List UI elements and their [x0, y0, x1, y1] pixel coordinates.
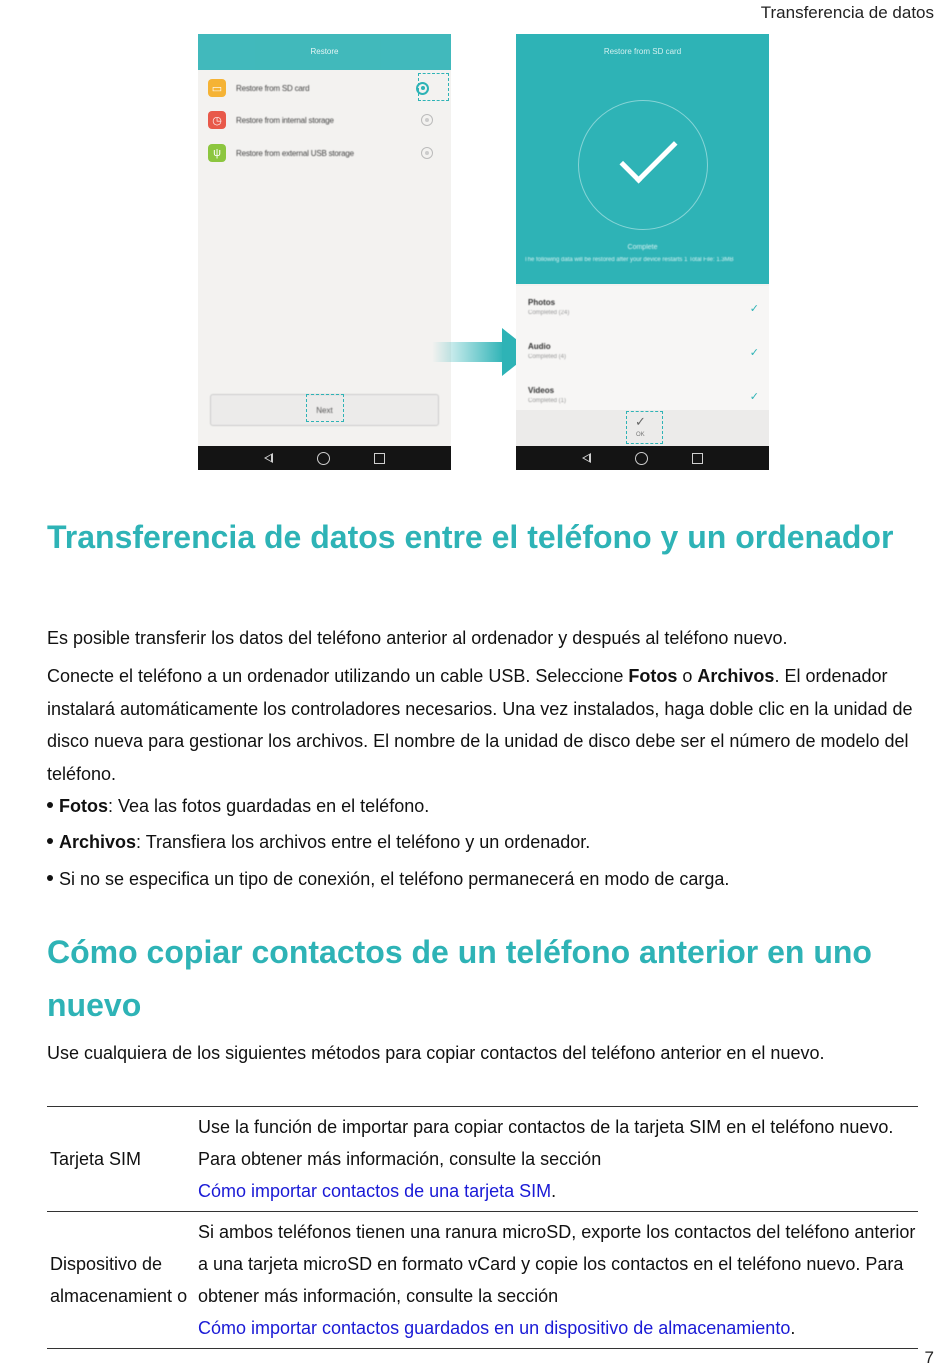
bullet-dot-icon	[47, 838, 53, 844]
paragraph-connect	[47, 660, 917, 790]
bold-term: Fotos	[59, 796, 108, 816]
ok-check-icon[interactable]: ✓	[635, 414, 646, 429]
link-import-storage[interactable]: Cómo importar contactos guardados en un dispositivo de almacenamiento	[198, 1318, 791, 1338]
ok-label[interactable]: OK	[636, 432, 645, 438]
transition-arrow-body	[432, 342, 504, 362]
result-subtitle: Completed (1)	[528, 398, 567, 404]
phone-screenshot-restore-complete	[516, 34, 769, 470]
result-title: Audio	[528, 342, 551, 351]
result-title: Photos	[528, 298, 556, 307]
complete-panel	[516, 34, 769, 284]
text-run: .	[790, 1318, 796, 1338]
complete-title: Complete	[627, 244, 658, 251]
complete-circle	[578, 100, 708, 230]
clock-icon: ◷	[208, 111, 226, 129]
bullet-text: Si no se especifica un tipo de conexión, el teléfono permanecerá en modo de carga.	[59, 869, 730, 889]
bold-term: Fotos	[628, 666, 678, 686]
home-icon[interactable]	[635, 452, 648, 465]
check-icon: ✓	[749, 391, 759, 403]
method-description	[198, 1107, 918, 1212]
android-navbar	[516, 446, 769, 470]
bullet-dot-icon	[47, 802, 53, 808]
bullet-item	[47, 863, 729, 895]
text-run: . El ordenador instalará automáticamente los controladores necesarios. Una vez instalados, haga doble clic en la unidad de disco nueva para gestionar los archivos. El nombre de la unidad de disco debe ser el número de modelo del teléfono.	[47, 666, 913, 784]
paragraph-intro: Es posible transferir los datos del teléfono anterior al ordenador y después al teléfono nuevo.	[47, 628, 788, 648]
bullet-text: : Vea las fotos guardadas en el teléfono.	[108, 796, 430, 816]
bold-term: Archivos	[59, 832, 137, 852]
option-label: Restore from SD card	[236, 83, 310, 93]
complete-description: The following data will be restored after your device restarts 1 Total File: 1.3MB	[524, 257, 734, 263]
bullet-item	[47, 790, 429, 822]
check-icon: ✓	[749, 303, 759, 315]
bullet-item	[47, 826, 590, 858]
paragraph-methods-intro: Use cualquiera de los siguientes métodos para copiar contactos del teléfono anterior en el nuevo.	[47, 1043, 825, 1063]
table-row	[47, 1107, 918, 1212]
bullet-dot-icon	[47, 875, 53, 881]
highlight-frame	[306, 394, 344, 422]
description-text: Use la función de importar para copiar contactos de la tarjeta SIM en el teléfono nuevo. Para obtener más información, consulte la sección	[198, 1117, 894, 1169]
radio-icon[interactable]	[421, 114, 433, 126]
highlight-frame	[626, 411, 663, 444]
sd-card-icon: ▭	[208, 79, 226, 97]
check-icon: ✓	[749, 347, 759, 359]
next-label: Next	[316, 405, 333, 415]
page-number: 7	[924, 1348, 934, 1367]
section-heading-pc-transfer: Transferencia de datos entre el teléfono y un ordenador	[47, 519, 894, 555]
result-title: Videos	[528, 386, 555, 395]
android-navbar	[198, 446, 451, 470]
bullet-text: : Transfiera los archivos entre el teléfono y un ordenador.	[136, 832, 591, 852]
option-label: Restore from external USB storage	[236, 148, 354, 158]
back-icon[interactable]	[582, 453, 591, 463]
restore-titlebar: Restore	[198, 34, 451, 70]
bold-term: Archivos	[697, 666, 775, 686]
section-heading-copy-contacts: Cómo copiar contactos de un teléfono anterior en uno nuevo	[47, 934, 872, 1023]
method-name: Dispositivo de almacenamient o	[50, 1254, 188, 1306]
recents-icon[interactable]	[374, 453, 385, 464]
checkmark-icon	[620, 126, 678, 184]
result-subtitle: Completed (24)	[528, 310, 570, 316]
option-restore-internal[interactable]	[208, 104, 441, 136]
recents-icon[interactable]	[692, 453, 703, 464]
method-name: Tarjeta SIM	[50, 1149, 142, 1169]
table-row	[47, 1212, 918, 1349]
running-header: Transferencia de datos	[760, 3, 934, 22]
home-icon[interactable]	[317, 452, 330, 465]
phone-screenshot-restore	[198, 34, 451, 470]
method-description	[198, 1212, 918, 1349]
text-run: Conecte el teléfono a un ordenador utilizando un cable USB. Seleccione	[47, 666, 629, 686]
option-restore-sd[interactable]	[208, 72, 441, 104]
option-label: Restore from internal storage	[236, 115, 334, 125]
result-subtitle: Completed (4)	[528, 354, 567, 360]
back-icon[interactable]	[264, 453, 273, 463]
result-item-audio	[516, 330, 769, 375]
text-run: .	[551, 1181, 557, 1201]
text-run: o	[677, 666, 698, 686]
restore-sd-titlebar: Restore from SD card	[603, 47, 682, 56]
usb-icon: ψ	[208, 144, 226, 162]
radio-icon[interactable]	[421, 147, 433, 159]
result-item-photos	[516, 286, 769, 331]
methods-table	[47, 1106, 918, 1349]
link-import-sim[interactable]: Cómo importar contactos de una tarjeta SIM	[198, 1181, 552, 1201]
option-restore-usb[interactable]	[208, 137, 441, 169]
highlight-frame	[418, 73, 449, 101]
description-text: Si ambos teléfonos tienen una ranura microSD, exporte los contactos del teléfono anterior a una tarjeta microSD en formato vCard y copie los contactos en el teléfono nuevo. Para obtener más información, consulte la sección	[198, 1222, 916, 1306]
